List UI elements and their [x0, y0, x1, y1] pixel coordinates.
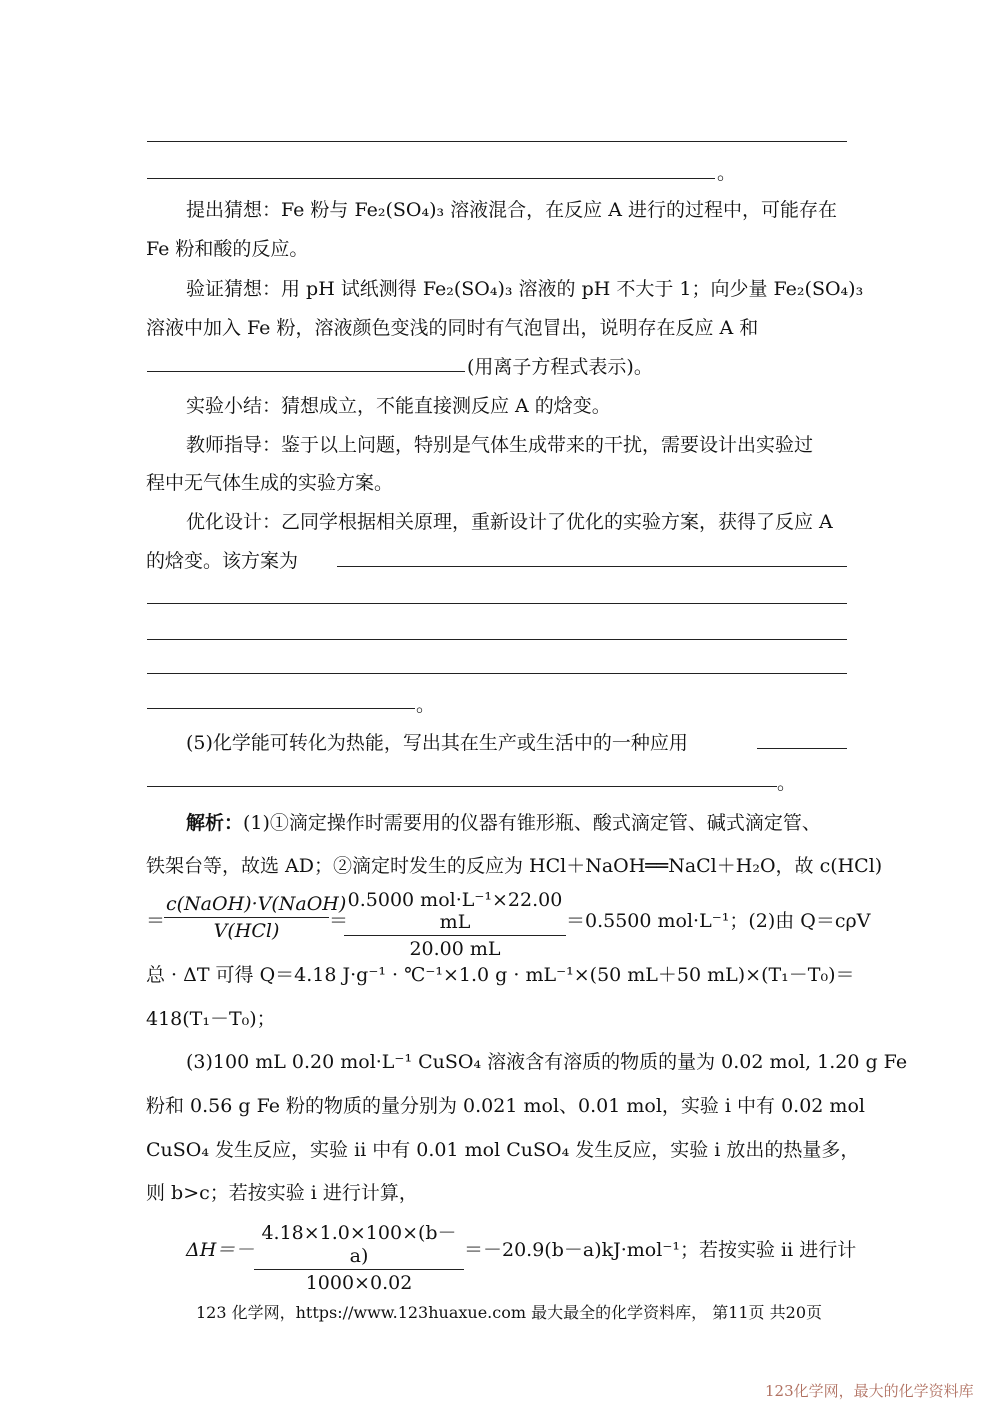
analysis-text: (1)①滴定操作时需要用的仪器有锥形瓶、酸式滴定管、碱式滴定管、	[243, 812, 821, 834]
analysis-label: 解析：	[186, 812, 244, 834]
fraction-denominator: 20.00 mL	[409, 938, 501, 960]
question-5: (5)化学能可转化为热能，写出其在生产或生活中的一种应用	[186, 732, 688, 754]
verify-paragraph-line-3: (用离子方程式表示)。	[467, 356, 653, 378]
fraction-bar	[254, 1269, 464, 1270]
answer-line	[147, 371, 465, 372]
fraction-numerator: 0.5000 mol·L⁻¹×22.00 mL	[347, 889, 563, 933]
line-end-mark: 。	[416, 694, 436, 716]
analysis-line-8: 则 b>c；若按实验 ⅰ 进行计算，	[146, 1182, 418, 1204]
teacher-paragraph-line-2: 程中无气体生成的实验方案。	[146, 472, 394, 494]
analysis-line-3: 总 · ΔT 可得 Q＝4.18 J·g⁻¹ · ℃⁻¹×1.0 g · mL⁻¹×(50 mL＋50 mL)×(T₁－T₀)＝	[146, 964, 855, 986]
fraction-concentration	[164, 893, 347, 942]
answer-line	[147, 639, 847, 640]
analysis-line-1	[186, 808, 821, 835]
fraction-enthalpy	[254, 1218, 464, 1294]
fraction-bar	[344, 935, 566, 936]
analysis-line-4: 418(T₁－T₀)；	[146, 1008, 276, 1030]
answer-line	[147, 786, 777, 787]
equation-2-lhs: ΔH＝－	[186, 1239, 255, 1261]
verify-paragraph-line-1: 验证猜想：用 pH 试纸测得 Fe₂(SO₄)₃ 溶液的 pH 不大于 1；向少量 Fe₂(SO₄)₃	[186, 278, 864, 300]
answer-line	[147, 141, 847, 142]
answer-line	[147, 673, 847, 674]
line-end-mark: 。	[777, 772, 797, 794]
guess-paragraph-line-2: Fe 粉和酸的反应。	[146, 238, 309, 260]
equation-2-rhs: ＝－20.9(b－a)kJ·mol⁻¹；若按实验 ⅱ 进行计	[464, 1239, 857, 1261]
watermark-text: 123化学网，最大的化学资料库	[765, 1382, 974, 1400]
fraction-denominator: 1000×0.02	[305, 1272, 413, 1294]
answer-line	[147, 603, 847, 604]
fraction-numerator: 4.18×1.0×100×(b－a)	[261, 1222, 457, 1267]
answer-line	[757, 748, 847, 749]
analysis-line-6: 粉和 0.56 g Fe 粉的物质的量分别为 0.021 mol、0.01 mol，实验 ⅰ 中有 0.02 mol	[146, 1095, 865, 1117]
fraction-values	[344, 889, 566, 960]
design-paragraph-line-2: 的焓变。该方案为	[146, 550, 299, 572]
guess-paragraph-line-1: 提出猜想：Fe 粉与 Fe₂(SO₄)₃ 溶液混合，在反应 A 进行的过程中，可能存在	[186, 199, 837, 221]
summary-paragraph: 实验小结：猜想成立，不能直接测反应 A 的焓变。	[186, 395, 611, 417]
equals-sign: ＝	[329, 910, 349, 932]
answer-line	[337, 566, 847, 567]
line-end-mark: 。	[717, 162, 737, 184]
analysis-line-5: (3)100 mL 0.20 mol·L⁻¹ CuSO₄ 溶液含有溶质的物质的量为 0.02 mol, 1.20 g Fe	[186, 1051, 908, 1073]
fraction-denominator: V(HCl)	[213, 920, 280, 942]
page-footer: 123 化学网，https://www.123huaxue.com 最大最全的化学资料库， 第11页 共20页	[196, 1303, 823, 1322]
answer-line	[147, 178, 715, 179]
fraction-numerator: c(NaOH)·V(NaOH)	[166, 893, 347, 915]
verify-paragraph-line-2: 溶液中加入 Fe 粉，溶液颜色变浅的同时有气泡冒出，说明存在反应 A 和	[146, 317, 759, 339]
analysis-line-7: CuSO₄ 发生反应，实验 ⅱ 中有 0.01 mol CuSO₄ 发生反应，实验 ⅰ 放出的热量多，	[146, 1139, 860, 1161]
analysis-line-2: 铁架台等，故选 AD；②滴定时发生的反应为 HCl＋NaOH══NaCl＋H₂O，故 c(HCl)	[146, 855, 883, 877]
design-paragraph-line-1: 优化设计：乙同学根据相关原理，重新设计了优化的实验方案，获得了反应 A	[186, 511, 833, 533]
fraction-bar	[164, 917, 329, 918]
teacher-paragraph-line-1: 教师指导：鉴于以上问题，特别是气体生成带来的干扰，需要设计出实验过	[186, 434, 814, 456]
equation-1-result: ＝0.5500 mol·L⁻¹；(2)由 Q＝cρV	[566, 910, 871, 932]
equals-sign: ＝	[146, 910, 166, 932]
answer-line	[147, 708, 415, 709]
